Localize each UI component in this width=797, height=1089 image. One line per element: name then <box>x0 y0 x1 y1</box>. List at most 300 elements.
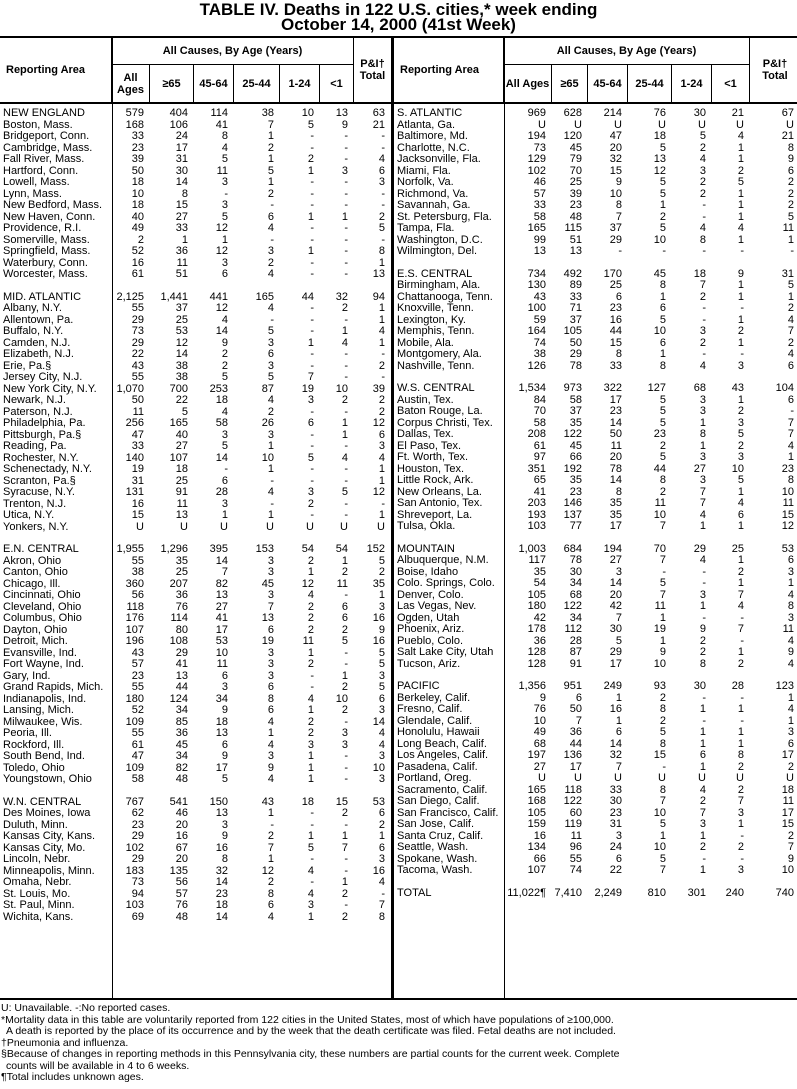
cell-age-25-44: 10 <box>653 233 666 246</box>
region-name: W.N. CENTRAL <box>3 795 82 808</box>
cell-age-65-plus: 51 <box>569 233 582 246</box>
cell-all-ages: 57 <box>533 187 546 200</box>
cell-age-45-64: 2 <box>221 359 228 372</box>
cell-all-ages: 100 <box>527 302 546 314</box>
cell-age-1-24: - <box>310 176 314 188</box>
cell-age-45-64: 17 <box>215 761 228 774</box>
cell-age-25-44: 3 <box>267 646 274 659</box>
city-name: Denver, Colo. <box>397 588 464 601</box>
cell-age-1-24: - <box>310 130 314 142</box>
cell-age-25-44: U <box>266 520 274 533</box>
city-name: Worcester, Mass. <box>3 268 88 280</box>
cell-age-25-44: 2 <box>267 876 274 888</box>
cell-pi-total: 6 <box>787 737 794 750</box>
cell-age-45-64: 32 <box>215 864 228 877</box>
cell-age-under-1: - <box>344 256 348 269</box>
city-name: Erie, Pa.§ <box>3 359 52 372</box>
cell-all-ages: 55 <box>131 681 144 693</box>
cell-age-45-64: 5 <box>221 371 228 383</box>
cell-age-25-44: 10 <box>653 806 666 819</box>
cell-age-25-44: 7 <box>267 841 274 854</box>
cell-age-25-44: 1 <box>267 440 274 452</box>
footnote-total: ¶Total includes unknown ages. <box>1 1071 144 1083</box>
cell-pi-total: 12 <box>372 417 385 429</box>
cell-all-ages: 73 <box>131 876 144 888</box>
cell-age-under-1: - <box>344 658 348 670</box>
cell-age-65-plus: 7 <box>575 714 582 727</box>
cell-age-25-44: 2 <box>659 714 666 727</box>
cell-age-45-64: 14 <box>215 554 228 567</box>
cell-age-1-24: - <box>702 199 706 211</box>
cell-pi-total: 1 <box>787 691 794 704</box>
cell-all-ages: 22 <box>131 348 144 360</box>
cell-all-ages: U <box>538 118 546 131</box>
cell-pi-total: 8 <box>787 600 794 612</box>
cell-age-45-64: 14 <box>609 474 622 486</box>
cell-pi-total: 3 <box>378 600 385 613</box>
cell-age-1-24: 301 <box>687 886 706 899</box>
cell-pi-total: 53 <box>372 795 385 808</box>
cell-age-45-64: 23 <box>215 887 228 900</box>
cell-age-65-plus: 29 <box>175 646 188 659</box>
city-name: St. Petersburg, Fla. <box>397 210 492 223</box>
cell-age-1-24: - <box>702 611 706 624</box>
cell-age-1-24: - <box>310 440 314 452</box>
cell-age-25-44: 87 <box>261 382 274 395</box>
cell-age-under-1: - <box>740 611 744 624</box>
cell-age-45-64: U <box>614 772 622 784</box>
cell-age-45-64: 3 <box>221 681 228 693</box>
city-name: Yonkers, N.Y. <box>3 520 69 533</box>
cell-age-25-44: 5 <box>659 818 666 830</box>
cell-age-25-44: 5 <box>659 577 666 589</box>
cell-age-65-plus: 35 <box>569 416 582 429</box>
cell-age-1-24: - <box>702 577 706 589</box>
cell-age-65-plus: 25 <box>175 313 188 326</box>
cell-pi-total: 31 <box>781 267 794 280</box>
cell-age-25-44: 93 <box>653 680 666 692</box>
cell-age-45-64: 214 <box>603 107 622 119</box>
cell-age-25-44: 6 <box>267 210 274 223</box>
cell-age-1-24: 4 <box>307 692 314 705</box>
cell-age-under-1: 1 <box>737 187 744 200</box>
cell-all-ages: 118 <box>126 600 144 613</box>
header-age-45-64: 45-64 <box>588 65 628 102</box>
cell-age-under-1: 13 <box>335 107 348 119</box>
header-age-45-64: 45-64 <box>194 65 234 102</box>
cell-age-65-plus: 37 <box>569 405 582 417</box>
cell-all-ages: 1,356 <box>518 680 546 692</box>
city-row <box>0 854 391 866</box>
region-name: W.S. CENTRAL <box>397 382 475 394</box>
city-name: Wilmington, Del. <box>397 245 478 257</box>
cell-age-45-64: 15 <box>609 164 622 177</box>
cell-age-45-64: 27 <box>609 554 622 566</box>
cell-age-65-plus: 122 <box>563 795 582 807</box>
cell-pi-total: 5 <box>378 646 385 659</box>
cell-age-under-1: 4 <box>737 222 744 234</box>
cell-pi-total: 12 <box>372 486 385 498</box>
header-reporting-area: Reporting Area <box>0 38 112 102</box>
cell-all-ages: 40 <box>131 210 144 223</box>
cell-age-25-44: 2 <box>267 405 274 418</box>
city-row <box>394 200 797 212</box>
cell-age-45-64: 41 <box>215 612 228 624</box>
cell-age-1-24: 8 <box>699 657 706 670</box>
cell-pi-total: 94 <box>372 290 385 303</box>
cell-age-45-64: 27 <box>215 600 228 613</box>
cell-age-65-plus: 1,296 <box>160 543 188 555</box>
cell-age-45-64: 6 <box>615 852 622 865</box>
cell-age-under-1: - <box>344 268 348 280</box>
cell-age-65-plus: 36 <box>175 589 188 601</box>
cell-all-ages: 165 <box>527 783 546 796</box>
cell-age-45-64: 15 <box>609 336 622 349</box>
cell-all-ages: 55 <box>131 727 144 739</box>
cell-age-65-plus: U <box>180 520 188 533</box>
cell-age-45-64: 58 <box>215 417 228 429</box>
cell-age-1-24: 1 <box>699 600 706 612</box>
city-name: Montgomery, Ala. <box>397 348 482 360</box>
cell-age-1-24: - <box>310 669 314 682</box>
city-name: Seattle, Wash. <box>397 841 469 853</box>
cell-age-25-44: - <box>270 199 274 211</box>
cell-all-ages: 183 <box>125 864 144 877</box>
cell-age-65-plus: 87 <box>569 646 582 658</box>
cell-age-1-24: 1 <box>307 245 314 257</box>
cell-age-65-plus: 48 <box>569 210 582 223</box>
cell-age-1-24: 2 <box>699 795 706 807</box>
header-pi-total: P&I† Total <box>762 58 788 82</box>
cell-pi-total: 740 <box>775 886 794 899</box>
cell-pi-total: 39 <box>372 382 385 395</box>
city-name: Springfield, Mass. <box>3 245 91 257</box>
cell-age-25-44: 3 <box>267 750 274 762</box>
city-name: Albany, N.Y. <box>3 302 62 314</box>
cell-age-under-1: 2 <box>737 783 744 796</box>
cell-age-1-24: 4 <box>699 508 706 521</box>
cell-age-under-1: - <box>740 245 744 257</box>
cell-all-ages: 360 <box>125 577 144 590</box>
cell-age-1-24: 2 <box>307 727 314 739</box>
cell-age-25-44: 6 <box>267 704 274 716</box>
cell-age-65-plus: 105 <box>563 325 582 337</box>
cell-age-1-24: 3 <box>307 899 314 911</box>
cell-age-45-64: 42 <box>609 600 622 612</box>
city-row <box>0 912 391 924</box>
cell-all-ages: 23 <box>131 818 144 831</box>
cell-age-45-64: 23 <box>609 405 622 417</box>
cell-age-25-44: U <box>658 118 666 131</box>
cell-age-65-plus: 25 <box>175 474 188 487</box>
cell-age-under-1: 1 <box>341 210 348 223</box>
city-name: Chattanooga, Tenn. <box>397 290 493 303</box>
cell-pi-total: 17 <box>781 806 794 819</box>
cell-all-ages: 46 <box>533 176 546 188</box>
cell-all-ages: 23 <box>131 141 144 154</box>
cell-age-65-plus: 122 <box>563 428 582 440</box>
header-all-ages: All Ages <box>504 65 552 102</box>
cell-age-1-24: - <box>310 199 314 211</box>
city-name: Youngstown, Ohio <box>3 773 92 785</box>
cell-all-ages: 23 <box>131 669 144 682</box>
cell-age-under-1: 2 <box>341 394 348 406</box>
cell-age-65-plus: 41 <box>175 658 188 670</box>
cell-age-under-1: 5 <box>737 176 744 188</box>
cell-age-25-44: 3 <box>267 245 274 257</box>
city-name: Colo. Springs, Colo. <box>397 577 495 589</box>
cell-all-ages: 58 <box>131 773 144 785</box>
region-section <box>0 544 391 786</box>
region-name: S. ATLANTIC <box>397 107 463 119</box>
cell-age-under-1: 1 <box>737 577 744 589</box>
cell-age-65-plus: 118 <box>564 783 582 796</box>
left-table-body <box>0 104 391 923</box>
cell-all-ages: 126 <box>527 359 546 372</box>
region-row <box>394 888 797 900</box>
cell-age-65-plus: 30 <box>569 565 582 578</box>
city-name: Miami, Fla. <box>397 164 451 177</box>
cell-age-1-24: - <box>702 245 706 257</box>
cell-age-under-1: 32 <box>335 290 348 303</box>
cell-pi-total: 10 <box>781 485 794 498</box>
cell-age-65-plus: 70 <box>569 164 582 177</box>
cell-age-1-24: 6 <box>699 749 706 761</box>
header-age-65-plus: ≥65 <box>552 65 588 102</box>
cell-age-25-44: 13 <box>261 612 274 624</box>
region-name: TOTAL <box>397 886 432 899</box>
cell-all-ages: 19 <box>131 463 144 475</box>
cell-pi-total: 14 <box>372 715 385 728</box>
cell-age-25-44: 26 <box>261 417 274 429</box>
cell-age-under-1: 15 <box>335 795 348 808</box>
cell-age-45-64: 18 <box>215 715 228 728</box>
cell-age-1-24: 1 <box>307 566 314 578</box>
cell-pi-total: 3 <box>787 726 794 738</box>
cell-age-25-44: U <box>658 772 666 784</box>
city-name: Portland, Oreg. <box>397 772 472 784</box>
cell-age-25-44: 4 <box>267 268 274 280</box>
city-name: Birmingham, Ala. <box>397 279 481 291</box>
cell-age-45-64: 4 <box>221 313 228 326</box>
city-name: Baltimore, Md. <box>397 130 468 142</box>
cell-age-45-64: 3 <box>221 199 228 211</box>
city-name: Memphis, Tenn. <box>397 325 475 337</box>
cell-pi-total: 6 <box>787 164 794 177</box>
cell-all-ages: 68 <box>533 737 546 750</box>
cell-age-1-24: 7 <box>307 371 314 383</box>
cell-pi-total: 9 <box>787 852 794 865</box>
cell-pi-total: 16 <box>372 612 385 624</box>
cell-pi-total: - <box>790 245 794 257</box>
cell-age-under-1: 2 <box>341 910 348 923</box>
cell-age-45-64: 29 <box>609 233 622 246</box>
city-name: San Francisco, Calif. <box>397 806 499 819</box>
cell-age-65-plus: U <box>574 118 582 131</box>
cell-age-65-plus: 207 <box>169 577 188 590</box>
cell-age-65-plus: 684 <box>563 542 582 555</box>
cell-age-45-64: 28 <box>215 486 228 498</box>
cell-age-under-1: 2 <box>737 760 744 773</box>
cell-age-45-64: 6 <box>615 726 622 738</box>
cell-pi-total: 1 <box>378 336 385 349</box>
cell-pi-total: 3 <box>378 440 385 452</box>
cell-age-under-1: - <box>344 589 348 601</box>
cell-all-ages: 61 <box>131 268 144 280</box>
city-row <box>394 429 797 441</box>
cell-all-ages: 35 <box>533 565 546 578</box>
cell-pi-total: 8 <box>378 910 385 923</box>
cell-age-1-24: - <box>310 313 314 326</box>
cell-age-65-plus: 46 <box>175 807 188 819</box>
cell-age-1-24: - <box>310 256 314 269</box>
cell-all-ages: 178 <box>527 623 546 635</box>
cell-age-1-24: 44 <box>301 290 314 303</box>
cell-age-45-64: 8 <box>615 199 622 211</box>
cell-all-ages: 105 <box>527 588 546 601</box>
cell-pi-total: 12 <box>781 520 794 532</box>
cell-age-under-1: 3 <box>737 451 744 463</box>
city-name: Somerville, Mass. <box>3 233 90 246</box>
region-section <box>0 797 391 924</box>
cell-age-25-44: 8 <box>659 783 666 796</box>
cell-all-ages: 16 <box>533 829 546 842</box>
city-row <box>0 877 391 889</box>
cell-age-under-1: 1 <box>341 830 348 842</box>
city-row <box>0 326 391 338</box>
city-name: Cincinnati, Ohio <box>3 589 81 601</box>
cell-age-under-1: - <box>344 199 348 211</box>
region-section <box>394 108 797 258</box>
cell-age-45-64: 6 <box>221 669 228 682</box>
cell-age-25-44: 5 <box>267 164 274 177</box>
title-line-2: October 14, 2000 (41st Week) <box>281 15 516 34</box>
cell-age-25-44: - <box>662 760 666 773</box>
cell-pi-total: 67 <box>781 107 794 119</box>
cell-age-under-1: 6 <box>341 600 348 613</box>
cell-age-under-1: 1 <box>737 141 744 154</box>
cell-age-25-44: 7 <box>659 520 666 532</box>
cell-age-25-44: 2 <box>267 187 274 200</box>
city-row <box>394 578 797 590</box>
cell-age-under-1: 4 <box>737 130 744 142</box>
cell-age-65-plus: 34 <box>569 577 582 589</box>
cell-all-ages: 18 <box>131 176 144 188</box>
city-row <box>0 131 391 143</box>
city-name: Charlotte, N.C. <box>397 141 470 154</box>
cell-age-under-1: 4 <box>341 336 348 349</box>
cell-age-25-44: 1 <box>267 509 274 521</box>
cell-age-under-1: 2 <box>737 325 744 337</box>
cell-age-under-1: - <box>344 405 348 418</box>
cell-age-45-64: 6 <box>221 474 228 487</box>
cell-age-25-44: 6 <box>659 302 666 314</box>
cell-age-under-1: 10 <box>731 462 744 475</box>
cell-age-65-plus: 22 <box>175 394 188 406</box>
city-name: Philadelphia, Pa. <box>3 417 86 429</box>
cell-age-25-44: - <box>270 474 274 487</box>
cell-age-45-64: 3 <box>221 818 228 831</box>
cell-pi-total: 1 <box>787 233 794 246</box>
cell-age-25-44: - <box>662 245 666 257</box>
cell-age-under-1: - <box>344 313 348 326</box>
cell-age-45-64: 8 <box>615 485 622 498</box>
cell-age-under-1: - <box>344 761 348 774</box>
cell-age-45-64: 1 <box>615 691 622 704</box>
cell-age-under-1: 7 <box>737 795 744 807</box>
cell-age-65-plus: 541 <box>169 795 188 808</box>
city-row <box>394 212 797 224</box>
region-name: NEW ENGLAND <box>3 107 85 119</box>
cell-age-1-24: 1 <box>307 910 314 923</box>
cell-age-25-44: 1 <box>659 290 666 303</box>
cell-age-25-44: 5 <box>659 176 666 188</box>
cell-all-ages: 16 <box>131 256 144 269</box>
cell-age-1-24: 10 <box>301 107 314 119</box>
cell-age-under-1: - <box>740 691 744 704</box>
cell-age-1-24: - <box>702 302 706 314</box>
city-name: Grand Rapids, Mich. <box>3 681 104 693</box>
cell-age-under-1: - <box>344 853 348 865</box>
cell-age-25-44: 8 <box>659 279 666 291</box>
cell-age-25-44: 810 <box>647 886 666 899</box>
cell-age-under-1: 1 <box>737 726 744 738</box>
cell-pi-total: 1 <box>378 313 385 326</box>
cell-age-45-64: 17 <box>215 623 228 636</box>
cell-age-25-44: 6 <box>267 623 274 636</box>
region-section <box>0 108 391 281</box>
cell-age-65-plus: 37 <box>175 302 188 314</box>
cell-age-65-plus: 23 <box>569 199 582 211</box>
cell-age-1-24: U <box>306 520 314 533</box>
cell-age-1-24: 29 <box>693 542 706 555</box>
cell-age-25-44: 12 <box>653 164 666 177</box>
cell-age-65-plus: 404 <box>169 107 188 119</box>
cell-pi-total: 18 <box>781 783 794 796</box>
cell-age-25-44: 5 <box>659 187 666 200</box>
cell-age-65-plus: 7,410 <box>554 886 582 899</box>
city-row <box>394 555 797 567</box>
cell-age-65-plus: 1 <box>181 233 188 246</box>
cell-age-45-64: 1 <box>221 509 228 521</box>
cell-age-under-1: 7 <box>737 623 744 635</box>
cell-age-1-24: 2 <box>699 141 706 154</box>
cell-all-ages: 76 <box>533 703 546 715</box>
cell-pi-total: 2 <box>787 829 794 842</box>
cell-age-under-1: 3 <box>341 727 348 739</box>
cell-age-45-64: 3 <box>615 829 622 842</box>
city-name: Los Angeles, Calif. <box>397 749 489 761</box>
cell-age-65-plus: 40 <box>175 428 188 441</box>
cell-pi-total: 1 <box>378 256 385 269</box>
cell-age-1-24: 7 <box>699 485 706 498</box>
cell-age-25-44: 6 <box>267 348 274 360</box>
cell-age-45-64: 35 <box>609 508 622 521</box>
cell-age-25-44: - <box>270 818 274 831</box>
cell-age-under-1: - <box>344 497 348 510</box>
cell-age-45-64: 18 <box>215 394 228 406</box>
region-name: MOUNTAIN <box>397 542 455 555</box>
cell-age-45-64: 14 <box>215 876 228 888</box>
region-section <box>394 888 797 900</box>
cell-age-25-44: 76 <box>653 107 666 119</box>
cell-pi-total: 1 <box>378 830 385 842</box>
cell-age-45-64: 11 <box>216 164 228 177</box>
cell-age-65-plus: 44 <box>175 681 188 693</box>
header-age-1-24: 1-24 <box>672 65 712 102</box>
cell-age-45-64: 53 <box>215 635 228 647</box>
cell-age-1-24: 3 <box>699 818 706 830</box>
